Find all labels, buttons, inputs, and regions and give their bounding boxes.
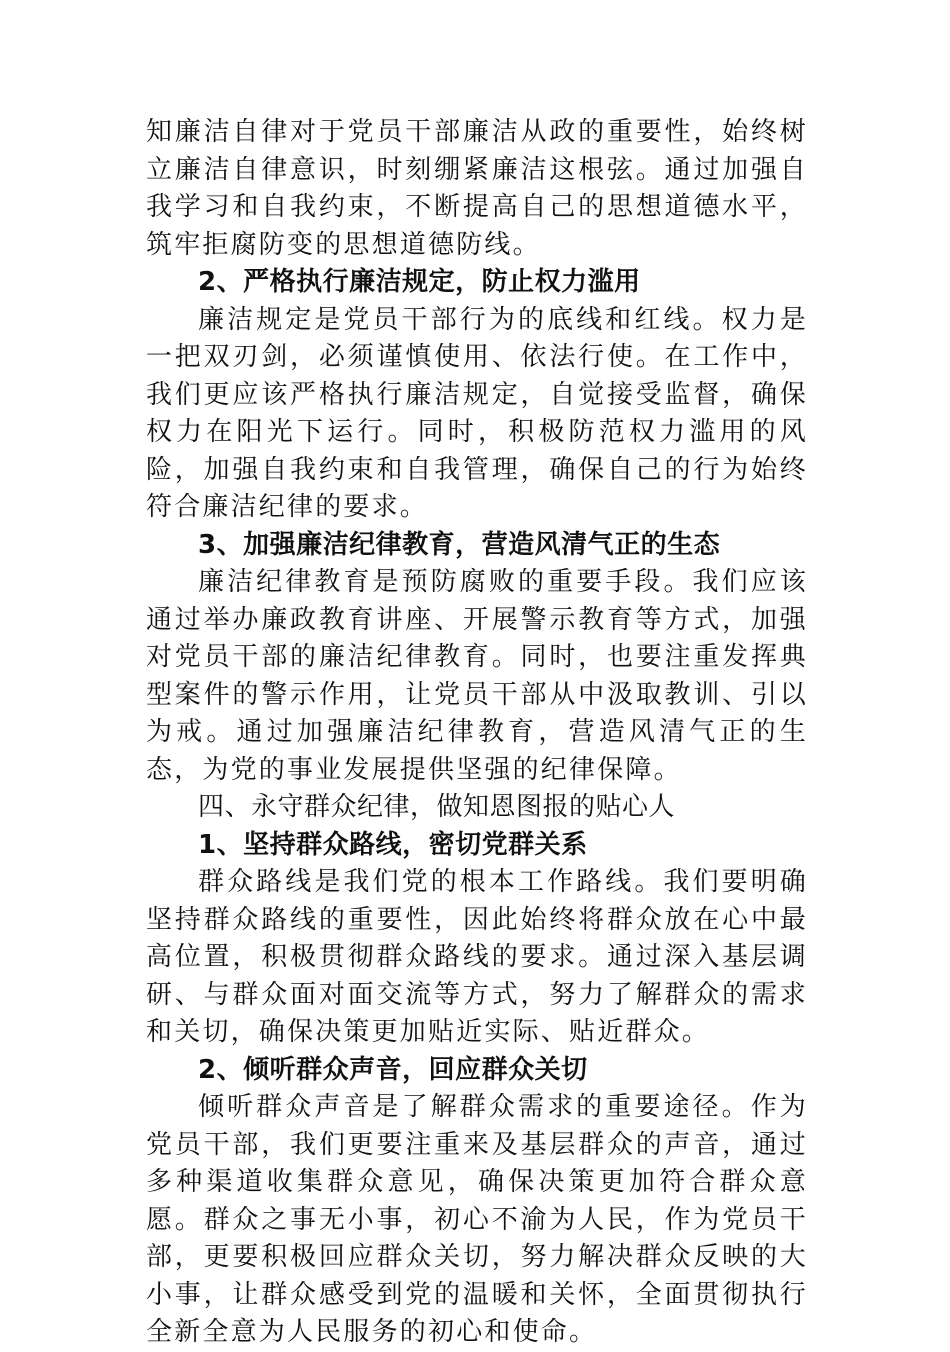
paragraph-regulations: 廉洁规定是党员干部行为的底线和红线。权力是一把双刃剑，必须谨慎使用、依法行使。在工作中，我们更应该严格执行廉洁规定，自觉接受监督，确保权力在阳光下运行。同时，积极防范权力滥用的风险，加强自我约束和自我管理，确保自己的行为始终符合廉洁纪律的要求。 xyxy=(146,304,808,522)
subheading-discipline-education: 3、加强廉洁纪律教育，营造风清气正的生态 xyxy=(198,529,721,560)
subheading-strict-regulations: 2、严格执行廉洁规定，防止权力滥用 xyxy=(198,267,641,297)
paragraph-continuation: 知廉洁自律对于党员干部廉洁从政的重要性，始终树立廉洁自律意识，时刻绷紧廉洁这根弦。通过加强自我学习和自我约束，不断提高自己的思想道德水平，筑牢拒腐防变的思想道德防线。 xyxy=(146,117,808,260)
section-heading-mass-discipline: 四、永守群众纪律，做知恩图报的贴心人 xyxy=(198,792,676,822)
subheading-mass-line: 1、坚持群众路线，密切党群关系 xyxy=(198,829,588,860)
paragraph-discipline-education: 廉洁纪律教育是预防腐败的重要手段。我们应该通过举办廉政教育讲座、开展警示教育等方式，加强对党员干部的廉洁纪律教育。同时，也要注重发挥典型案件的警示作用，让党员干部从中汲取教训、引以为戒。通过加强廉洁纪律教育，营造风清气正的生态，为党的事业发展提供坚强的纪律保障。 xyxy=(146,567,808,785)
paragraph-listen-masses: 倾听群众声音是了解群众需求的重要途径。作为党员干部，我们更要注重来及基层群众的声音，通过多种渠道收集群众意见，确保决策更加符合群众意愿。群众之事无小事，初心不渝为人民，作为党员干部，更要积极回应群众关切，努力解决群众反映的大小事，让群众感受到党的温暖和关怀，全面贯彻执行全新全意为人民服务的初心和使命。 xyxy=(146,1092,808,1347)
subheading-listen-masses: 2、倾听群众声音，回应群众关切 xyxy=(198,1054,588,1085)
paragraph-mass-line: 群众路线是我们党的根本工作路线。我们要明确坚持群众路线的重要性，因此始终将群众放在心中最高位置，积极贯彻群众路线的要求。通过深入基层调研、与群众面对面交流等方式，努力了解群众的需求和关切，确保决策更加贴近实际、贴近群众。 xyxy=(146,867,808,1047)
document-page xyxy=(146,114,808,1352)
